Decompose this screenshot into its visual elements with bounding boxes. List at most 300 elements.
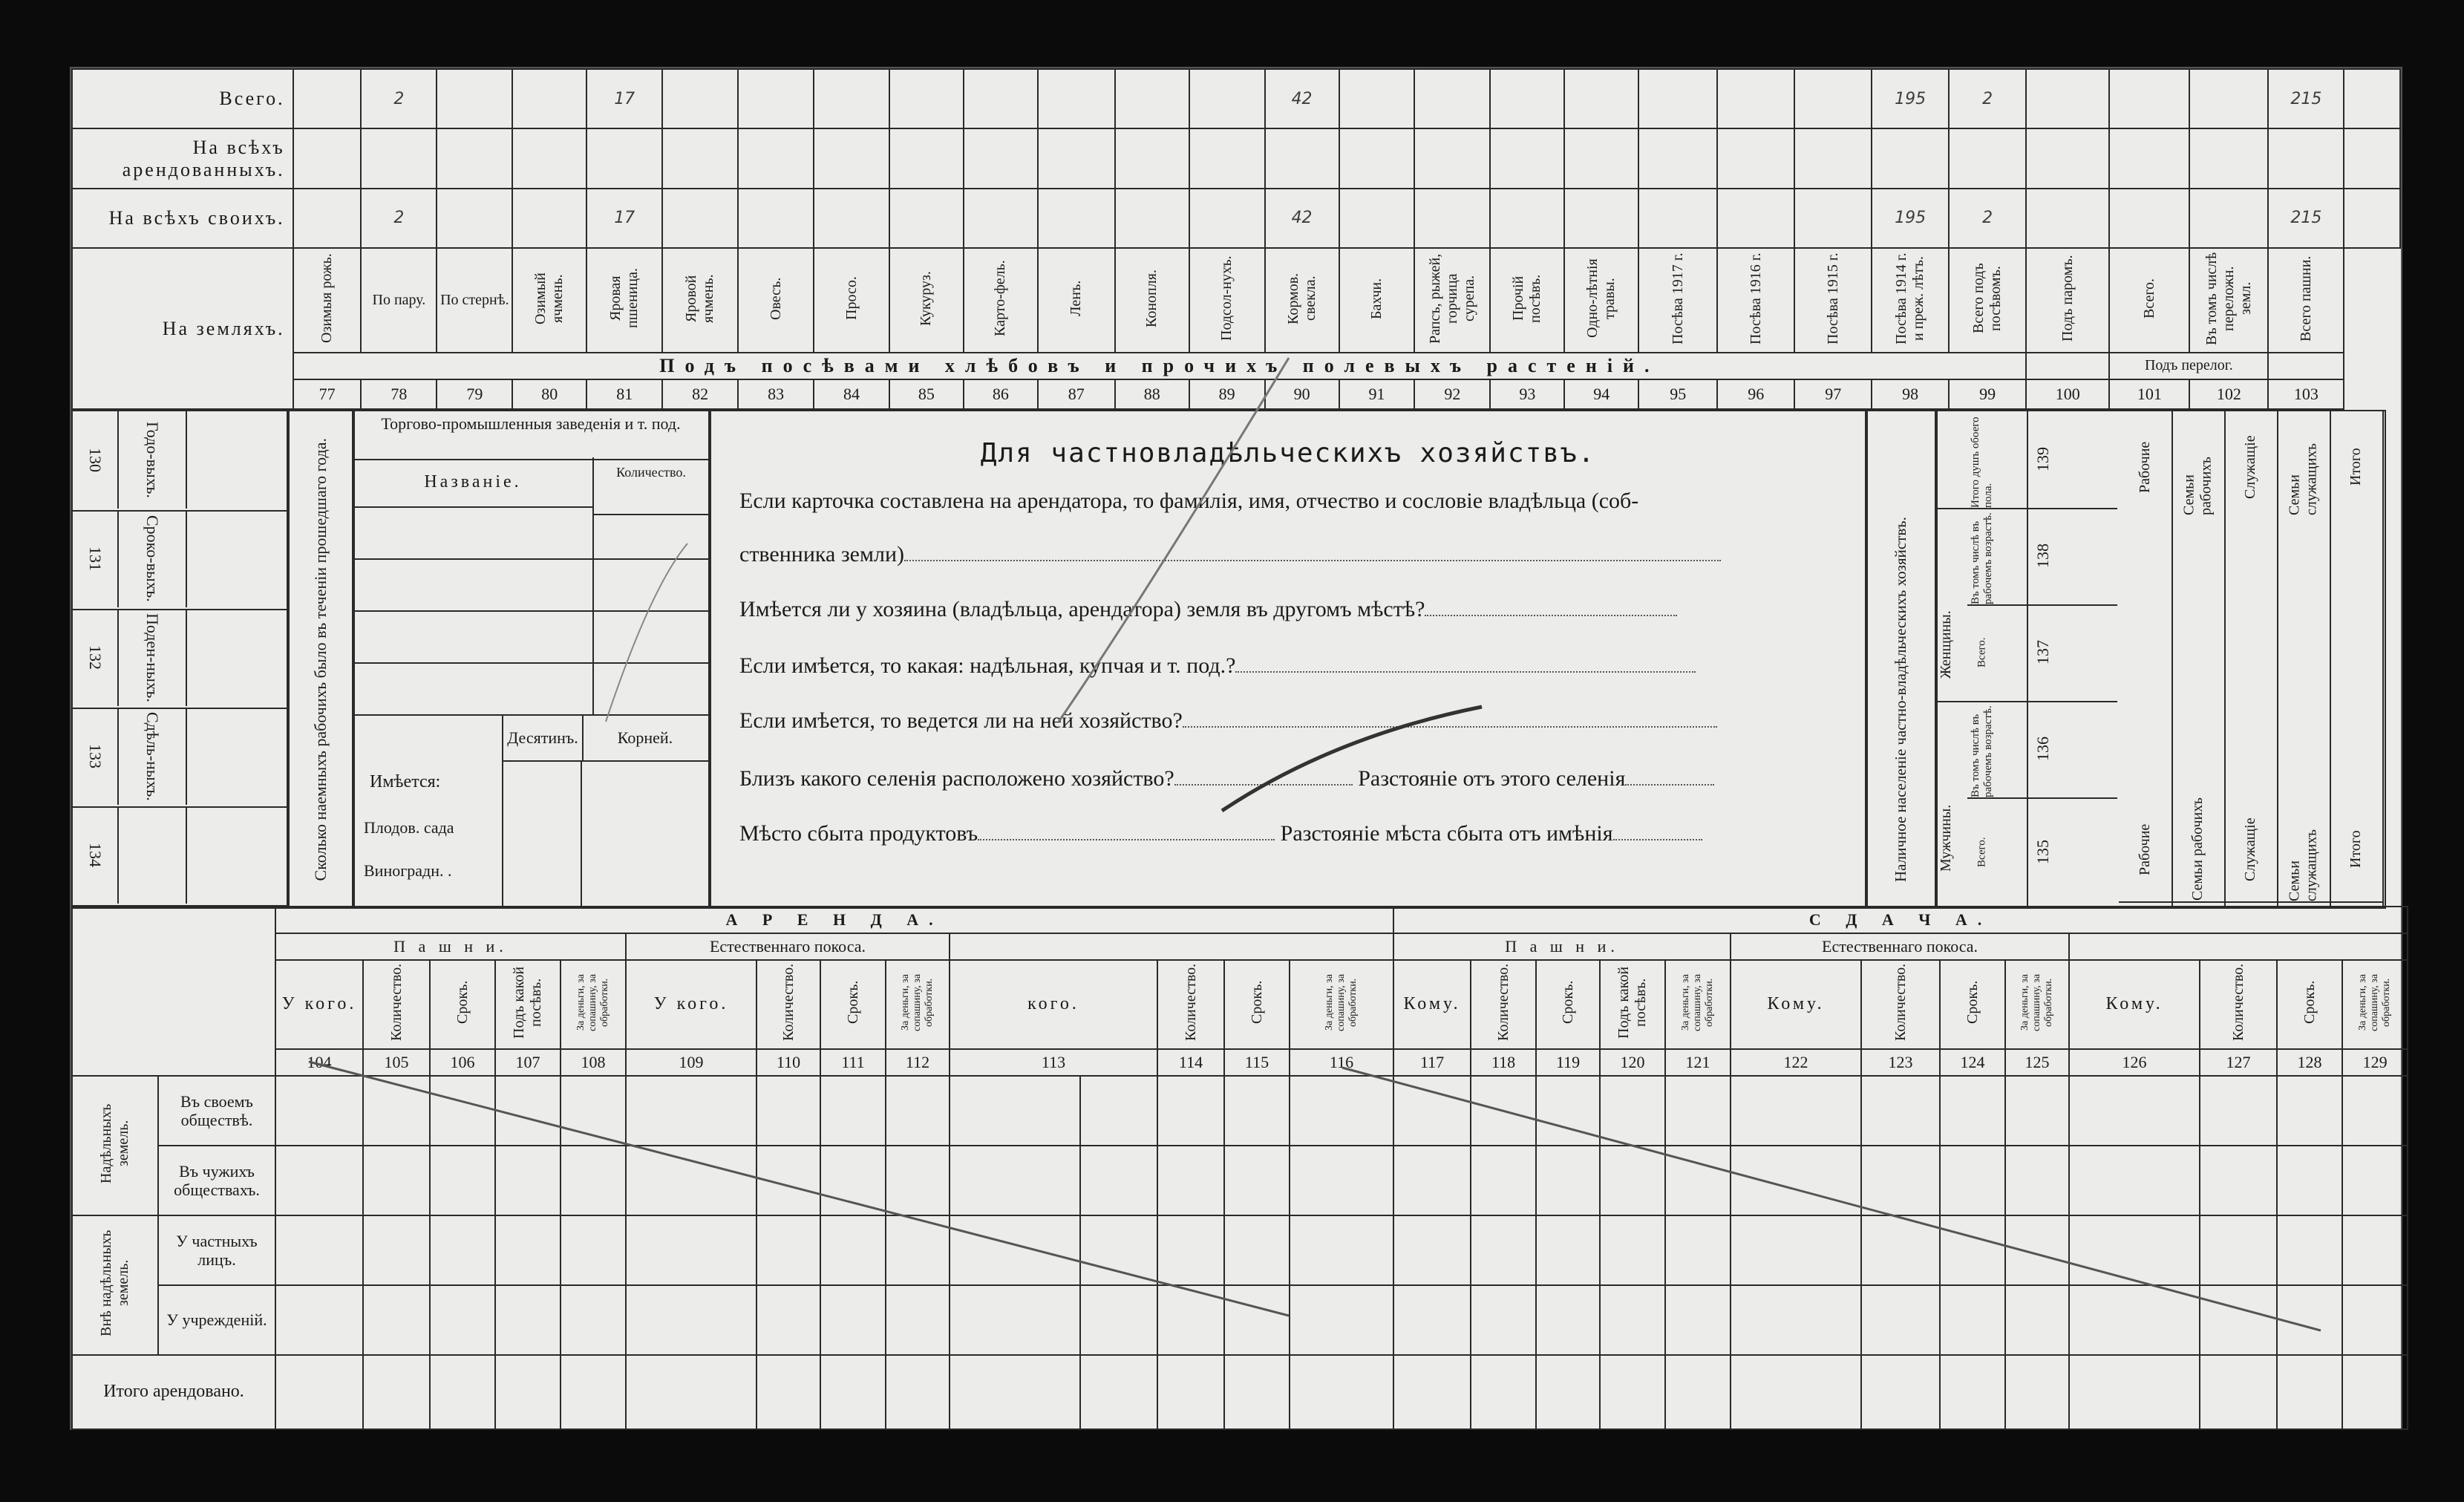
crop-cell: 195	[1872, 189, 1949, 248]
vne-group	[72, 1215, 158, 1355]
blank	[2268, 353, 2344, 379]
column-number: 88	[1115, 379, 1189, 409]
household-col-header: Семьи служащихъ	[2286, 443, 2320, 515]
has-label: Имѣется:	[370, 772, 441, 791]
column-number: 82	[662, 379, 738, 409]
lease-cell	[626, 1076, 756, 1146]
crop-cell	[361, 128, 437, 188]
lease-col-header	[2005, 960, 2069, 1049]
column-number: 85	[889, 379, 964, 409]
lease-cell	[561, 1215, 626, 1285]
lease-col-header	[1157, 960, 1224, 1049]
lease-cell	[886, 1285, 950, 1355]
desyatin-header: Десятинъ.	[502, 716, 584, 762]
lease-col-number: 121	[1665, 1049, 1731, 1076]
lease-col-number: 119	[1536, 1049, 1600, 1076]
private-farm-title: Для частновладѣльческихъ хозяйствъ.	[980, 438, 1596, 468]
vne-group-label: Внѣ надѣльныхъ земель.	[98, 1230, 131, 1337]
column-number: 89	[1189, 379, 1265, 409]
lease-cell	[2277, 1146, 2342, 1215]
crop-header	[1638, 248, 1717, 353]
lease-col-header-text: Кому.	[2105, 994, 2163, 1014]
crop-cell	[1717, 189, 1794, 248]
lease-cell	[886, 1215, 950, 1285]
lease-cell	[1224, 1146, 1290, 1215]
crop-header-text: Посѣва 1916 г.	[1747, 252, 1764, 345]
lease-col-number: 120	[1600, 1049, 1665, 1076]
question-owner-cont-text: ственника земли)	[739, 542, 904, 566]
lease-cell	[1157, 1146, 1224, 1215]
population-col-number: 137	[2027, 604, 2058, 701]
question-village	[739, 766, 1714, 791]
lease-col-header	[1536, 960, 1600, 1049]
crop-cell: 42	[1265, 69, 1339, 128]
crop-cell	[889, 69, 964, 128]
lease-cell	[950, 1076, 1080, 1146]
crop-cell	[293, 128, 362, 188]
population-col-label: Всего.	[1936, 604, 2027, 701]
lease-col-header	[2069, 960, 2200, 1049]
lease-col-number: 122	[1731, 1049, 1861, 1076]
arenda-pokos: Естественнаго покоса.	[626, 933, 950, 960]
lease-cell	[1080, 1355, 1157, 1429]
lease-cell	[950, 1355, 1080, 1429]
crop-header-text: Овесъ.	[767, 277, 784, 320]
crop-cell	[1490, 189, 1564, 248]
column-number: 102	[2189, 379, 2268, 409]
crop-cell	[964, 128, 1038, 188]
lease-cell	[1393, 1355, 1471, 1429]
lease-cell	[1940, 1355, 2005, 1429]
lease-cell	[2005, 1285, 2069, 1355]
census-card	[71, 68, 2401, 1428]
crops-table	[71, 68, 2401, 410]
lease-cell	[1393, 1215, 1471, 1285]
lease-cell	[495, 1355, 561, 1429]
lease-cell	[495, 1076, 561, 1146]
lease-cell	[1600, 1355, 1665, 1429]
lease-cell	[2342, 1285, 2408, 1355]
workers-col-number: 131	[73, 510, 119, 607]
crop-cell	[1564, 189, 1638, 248]
crop-cell	[437, 189, 512, 248]
workers-title-text: Сколько наемныхъ рабочихъ было въ теченiи прошедшаго года.	[311, 437, 330, 881]
crop-cell	[814, 69, 889, 128]
crop-header	[1564, 248, 1638, 353]
column-number: 100	[2026, 379, 2109, 409]
crop-cell	[1414, 69, 1490, 128]
lease-cell	[1940, 1215, 2005, 1285]
question-other-land	[739, 597, 1677, 622]
private-farm-panel	[708, 410, 1868, 909]
lease-col-number: 109	[626, 1049, 756, 1076]
crop-cell	[2268, 128, 2344, 188]
lease-cell	[275, 1355, 363, 1429]
crop-header-text: Озимый ячмень.	[532, 272, 566, 324]
crop-cell	[662, 128, 738, 188]
crop-cell	[293, 69, 362, 128]
lease-cell	[2342, 1355, 2408, 1429]
lease-cell	[1224, 1215, 1290, 1285]
roots-header: Корней.	[582, 716, 708, 762]
lease-cell	[1393, 1146, 1471, 1215]
crop-cell	[964, 189, 1038, 248]
lease-cell	[275, 1146, 363, 1215]
crop-header	[964, 248, 1038, 353]
column-number: 96	[1717, 379, 1794, 409]
lease-cell	[626, 1146, 756, 1215]
lease-col-header	[820, 960, 886, 1049]
column-number: 86	[964, 379, 1038, 409]
crop-cell	[889, 189, 964, 248]
crop-cell: 42	[1265, 189, 1339, 248]
lease-cell	[430, 1076, 495, 1146]
crop-cell	[2026, 69, 2109, 128]
crop-header	[1115, 248, 1189, 353]
lease-col-header	[2277, 960, 2342, 1049]
row-label: На всѣхъ арендованныхъ.	[72, 128, 293, 188]
lease-cell	[1731, 1355, 1861, 1429]
crop-header-text: Бахчи.	[1367, 278, 1385, 319]
lease-cell	[2277, 1215, 2342, 1285]
household-column	[2224, 411, 2278, 907]
lease-cell	[363, 1146, 430, 1215]
crop-cell	[512, 69, 586, 128]
crop-cell	[1949, 128, 2026, 188]
household-col-footer: Семьи служащихъ	[2277, 797, 2330, 903]
lease-cell	[1731, 1146, 1861, 1215]
lease-cell	[1861, 1076, 1940, 1146]
lease-cell	[820, 1146, 886, 1215]
crop-cell	[2189, 189, 2268, 248]
lease-cell	[2005, 1215, 2069, 1285]
population-row	[1936, 411, 2117, 509]
household-column	[2277, 411, 2331, 907]
crop-cell: 2	[361, 189, 437, 248]
crop-cell	[2109, 69, 2189, 128]
lease-col-header-text: У кого.	[653, 994, 729, 1014]
household-col-footer: Итого	[2330, 797, 2382, 903]
lease-cell	[363, 1076, 430, 1146]
crop-header-text: Всего подъ посѣвомъ.	[1970, 263, 2004, 334]
lease-cell	[2342, 1076, 2408, 1146]
lease-col-header	[363, 960, 430, 1049]
workers-col-number: 133	[73, 708, 119, 805]
vine-label: Виноградн. .	[364, 861, 452, 880]
lease-col-header-text: кого.	[1027, 994, 1079, 1014]
lease-col-header	[1861, 960, 1940, 1049]
lease-table	[71, 906, 2408, 1430]
lease-col-header	[2342, 960, 2408, 1049]
crop-cell	[889, 128, 964, 188]
lease-cell	[1290, 1076, 1393, 1146]
lease-col-number: 108	[561, 1049, 626, 1076]
lease-col-number: 118	[1471, 1049, 1536, 1076]
lease-cell	[363, 1285, 430, 1355]
lease-cell	[561, 1146, 626, 1215]
lease-col-header	[275, 960, 363, 1049]
arenda-banner: А Р Е Н Д А.	[275, 907, 1393, 933]
crop-cell	[2344, 189, 2400, 248]
trade-qty-header: Количество.	[594, 457, 708, 515]
crop-header	[889, 248, 964, 353]
crop-header-text: Рапсъ, рыжей, горчица сурепа.	[1426, 253, 1477, 344]
lease-col-number: 114	[1157, 1049, 1224, 1076]
lease-col-number: 125	[2005, 1049, 2069, 1076]
lease-col-header	[1290, 960, 1393, 1049]
crop-cell	[1038, 128, 1115, 188]
crop-cell	[2344, 128, 2400, 188]
lease-col-number: 110	[756, 1049, 820, 1076]
question-village-text: Близъ какого селенiя расположено хозяйство?	[739, 766, 1174, 791]
lease-cell	[1665, 1215, 1731, 1285]
crop-cell	[1717, 69, 1794, 128]
lease-cell	[626, 1285, 756, 1355]
lease-cell	[2005, 1076, 2069, 1146]
crop-cell	[2109, 189, 2189, 248]
crop-cell	[738, 189, 814, 248]
crop-cell	[1794, 128, 1872, 188]
crop-header	[814, 248, 889, 353]
column-number: 98	[1872, 379, 1949, 409]
lease-cell	[1600, 1146, 1665, 1215]
lease-col-header-text: Подъ какой посѣвъ.	[1615, 966, 1650, 1039]
workers-col-label: Сроко-выхъ.	[119, 510, 187, 607]
crop-header	[2026, 248, 2109, 353]
lease-cell	[1665, 1076, 1731, 1146]
men-label: Мужчины.	[1936, 708, 1967, 872]
question-land-type	[739, 653, 1696, 679]
household-col-header: Итого	[2347, 448, 2364, 486]
crop-cell	[293, 189, 362, 248]
lease-cell	[2200, 1076, 2277, 1146]
crop-cell	[1638, 69, 1717, 128]
crop-header	[1189, 248, 1265, 353]
question-market-text: Мѣсто сбыта продуктовъ	[739, 821, 978, 846]
column-number: 90	[1265, 379, 1339, 409]
lease-col-header	[495, 960, 561, 1049]
crop-cell	[662, 189, 738, 248]
arenda-pashni: П а ш н и.	[275, 933, 626, 960]
crop-cell	[814, 128, 889, 188]
crop-header-text: Конопля.	[1143, 269, 1160, 327]
lease-col-header-text: Срокъ.	[1559, 981, 1576, 1025]
lease-cell	[756, 1215, 820, 1285]
lease-col-header-text: У кого.	[281, 994, 357, 1014]
crop-cell	[1490, 69, 1564, 128]
crop-cell	[1490, 128, 1564, 188]
workers-col-number: 130	[73, 411, 119, 509]
crop-cell	[1638, 128, 1717, 188]
lease-cell	[756, 1355, 820, 1429]
trade-title: Торгово-промышленныя заведенiя и т. под.	[353, 411, 708, 460]
lease-col-number: 127	[2200, 1049, 2277, 1076]
crop-cell	[2109, 128, 2189, 188]
lease-cell	[1157, 1215, 1224, 1285]
crop-header-text: Просо.	[843, 276, 860, 321]
crop-cell	[1038, 189, 1115, 248]
population-col-label: Въ томъ числѣ въ рабочемъ возрастѣ.	[1936, 701, 2027, 797]
crop-cell	[1339, 128, 1415, 188]
lease-cell	[495, 1146, 561, 1215]
lease-col-number: 128	[2277, 1049, 2342, 1076]
lease-cell	[1600, 1076, 1665, 1146]
crop-cell	[2026, 128, 2109, 188]
column-number: 101	[2109, 379, 2189, 409]
sdacha-pashni: П а ш н и.	[1393, 933, 1731, 960]
lease-cell	[626, 1215, 756, 1285]
lease-col-header	[1224, 960, 1290, 1049]
crop-header-text: По пару.	[372, 291, 426, 308]
lease-cell	[2005, 1355, 2069, 1429]
lease-cell	[1600, 1215, 1665, 1285]
crop-cell	[2344, 69, 2400, 128]
lease-cell	[820, 1076, 886, 1146]
crop-header-text: Посѣва 1914 г. и преж. лѣтъ.	[1893, 252, 1927, 345]
household-col-footer: Рабочие	[2119, 797, 2171, 903]
lease-cell	[1665, 1146, 1731, 1215]
lease-cell	[363, 1355, 430, 1429]
lease-cell	[561, 1076, 626, 1146]
lease-col-header-text: Срокъ.	[454, 981, 471, 1025]
lease-cell	[2069, 1146, 2200, 1215]
lease-col-header-text: За деньги, за сопашину, за обработки.	[575, 973, 611, 1031]
crop-header	[662, 248, 738, 353]
workers-col-label: Годо-выхъ.	[119, 411, 187, 509]
crop-header-text: Ленъ.	[1068, 280, 1085, 316]
hired-workers-title	[287, 410, 355, 909]
column-number: 78	[361, 379, 437, 409]
lease-col-number: 113	[950, 1049, 1157, 1076]
perelog-label: Подъ перелог.	[2109, 353, 2268, 379]
crop-header-text: Озимыя рожь.	[318, 253, 336, 344]
lease-col-header	[1393, 960, 1471, 1049]
workers-col-number: 132	[73, 609, 119, 706]
crop-cell	[2189, 69, 2268, 128]
lease-col-number: 124	[1940, 1049, 2005, 1076]
crop-cell	[1038, 69, 1115, 128]
crop-cell	[814, 189, 889, 248]
lease-cell	[1940, 1076, 2005, 1146]
crop-cell: 2	[361, 69, 437, 128]
crop-header	[1872, 248, 1949, 353]
lease-cell	[275, 1076, 363, 1146]
lease-cell	[561, 1285, 626, 1355]
crop-header-text: Прочiй посѣвъ.	[1510, 274, 1544, 323]
crop-cell	[1189, 128, 1265, 188]
lease-col-header-text: Срокъ.	[844, 981, 861, 1025]
lease-cell	[1290, 1146, 1393, 1215]
lease-cell	[2342, 1146, 2408, 1215]
household-col-header: Служащiе	[2242, 435, 2258, 499]
lease-row-label: У частныхъ лицъ.	[158, 1215, 275, 1285]
question-village-distance: Разстоянiе отъ этого селенiя	[1358, 766, 1626, 791]
lease-cell	[1471, 1146, 1536, 1215]
lease-cell	[626, 1355, 756, 1429]
lease-col-header-text: Количество.	[1892, 964, 1909, 1042]
lease-col-header	[1471, 960, 1536, 1049]
crop-cell	[964, 69, 1038, 128]
lease-cell	[1290, 1355, 1393, 1429]
lease-cell	[1536, 1146, 1600, 1215]
lease-cell	[1224, 1285, 1290, 1355]
crop-cell: 17	[586, 189, 662, 248]
household-column	[2171, 411, 2226, 907]
crop-cell	[1717, 128, 1794, 188]
lease-cell	[275, 1285, 363, 1355]
lease-col-header	[1600, 960, 1665, 1049]
population-col-number: 135	[2027, 797, 2058, 907]
crop-cell: 17	[586, 69, 662, 128]
lease-cell	[1536, 1355, 1600, 1429]
crop-cell	[1339, 189, 1415, 248]
lease-cell	[430, 1355, 495, 1429]
hired-workers-panel	[71, 410, 290, 909]
lease-cell	[2200, 1146, 2277, 1215]
lease-cell	[1731, 1076, 1861, 1146]
population-panel	[1865, 410, 2386, 909]
crop-cell	[437, 69, 512, 128]
women-label: Женщины.	[1936, 515, 1967, 679]
household-column	[2330, 411, 2384, 907]
corner-cell	[72, 907, 275, 1076]
lease-cell	[430, 1215, 495, 1285]
nadel-group-label: Надѣльныхъ земель.	[98, 1103, 131, 1183]
crop-header	[1414, 248, 1490, 353]
lease-cell	[1665, 1355, 1731, 1429]
crop-header	[1949, 248, 2026, 353]
lease-col-header-text: Количество.	[1494, 964, 1512, 1042]
garden-label: Плодов. сада	[364, 818, 454, 837]
lease-col-header	[626, 960, 756, 1049]
column-number: 97	[1794, 379, 1872, 409]
lease-cell	[886, 1355, 950, 1429]
lease-col-header-text: Срокъ.	[1248, 981, 1265, 1025]
crop-header-text: Карто-фель.	[992, 260, 1009, 337]
lease-cell	[430, 1146, 495, 1215]
crop-cell	[1414, 189, 1490, 248]
household-col-header: Рабочие	[2137, 441, 2153, 493]
blank	[2026, 353, 2109, 379]
lease-cell	[1861, 1146, 1940, 1215]
crop-cell: 195	[1872, 69, 1949, 128]
crop-header	[1490, 248, 1564, 353]
population-title: Наличное населенiе частно-владѣльческихъ хозяйствъ.	[1891, 517, 1909, 882]
lease-cell	[1080, 1076, 1157, 1146]
lease-col-header	[430, 960, 495, 1049]
lease-col-number: 126	[2069, 1049, 2200, 1076]
crop-header-text: Яровой ячмень.	[683, 273, 717, 323]
lease-cell	[1080, 1285, 1157, 1355]
row-label: На всѣхъ своихъ.	[72, 189, 293, 248]
land-label: На земляхъ.	[72, 248, 293, 409]
lease-col-header-text: Кому.	[1403, 994, 1461, 1014]
lease-cell	[1290, 1215, 1393, 1285]
lease-cell	[886, 1146, 950, 1215]
column-number: 80	[512, 379, 586, 409]
workers-col-number: 134	[73, 806, 119, 904]
population-col-number: 136	[2027, 701, 2058, 797]
lease-cell	[1731, 1285, 1861, 1355]
lease-cell	[275, 1215, 363, 1285]
lease-cell	[2069, 1076, 2200, 1146]
lease-cell	[1536, 1285, 1600, 1355]
column-number: 93	[1490, 379, 1564, 409]
crop-header-text: Подсол-нухъ.	[1218, 255, 1235, 341]
crop-header	[2268, 248, 2344, 353]
lease-cell	[2277, 1285, 2342, 1355]
crop-cell	[2026, 189, 2109, 248]
